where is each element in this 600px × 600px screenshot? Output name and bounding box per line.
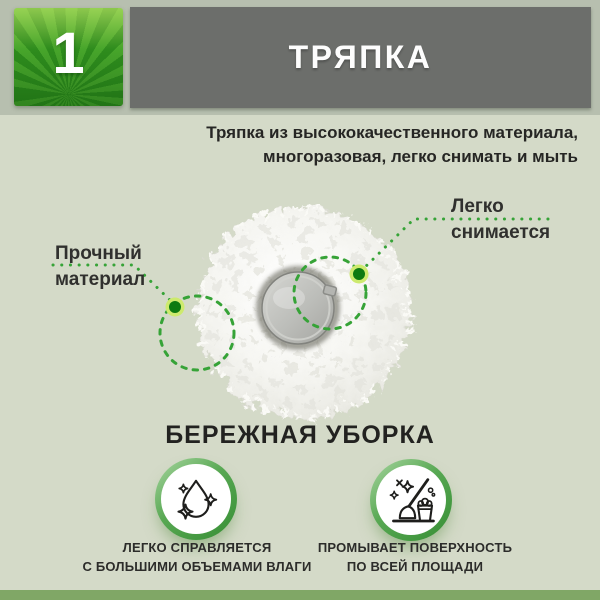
left-anchor-dot: [169, 301, 181, 313]
intro-text: [206, 121, 578, 169]
intro-line-2: многоразовая, легко снимать и мыть: [263, 147, 578, 166]
feature-wash-caption-line-2: ПО ВСЕЙ ПЛОЩАДИ: [346, 559, 484, 574]
callout-right-line-2: снимается: [451, 222, 551, 243]
title-bar: [130, 7, 591, 108]
callout-left-line-1: Прочный: [55, 243, 142, 264]
disc-clip-tab: [323, 285, 337, 297]
callout-right-line-1: Легко: [451, 196, 504, 217]
water-drop-sparkles-icon: [168, 471, 224, 527]
feature-water-caption-line-2: С БОЛЬШИМИ ОБЪЕМАМИ ВЛАГИ: [82, 559, 312, 574]
feature-wash-badge: [370, 459, 452, 541]
feature-water-badge: [155, 458, 237, 540]
intro-line-1: Тряпка из высококачественного материала,: [206, 123, 578, 142]
section-subheading: БЕРЕЖНАЯ УБОРКА: [165, 421, 435, 449]
callout-easy-removal: [451, 194, 550, 246]
mop-bucket-sparkles-icon: [383, 472, 439, 528]
footer-accent-bar: [0, 590, 600, 600]
feature-wash-caption: [283, 538, 547, 576]
callout-left-line-2: материал: [55, 269, 146, 290]
step-number-badge: [14, 8, 123, 106]
feature-water-caption-line-1: ЛЕГКО СПРАВЛЯЕТСЯ: [122, 540, 272, 555]
feature-wash-caption-line-1: ПРОМЫВАЕТ ПОВЕРХНОСТЬ: [317, 540, 513, 555]
step-number: 1: [52, 21, 85, 86]
right-anchor-dot: [353, 268, 365, 280]
page-title: ТРЯПКА: [288, 39, 433, 75]
callout-durable-material: [55, 241, 145, 293]
